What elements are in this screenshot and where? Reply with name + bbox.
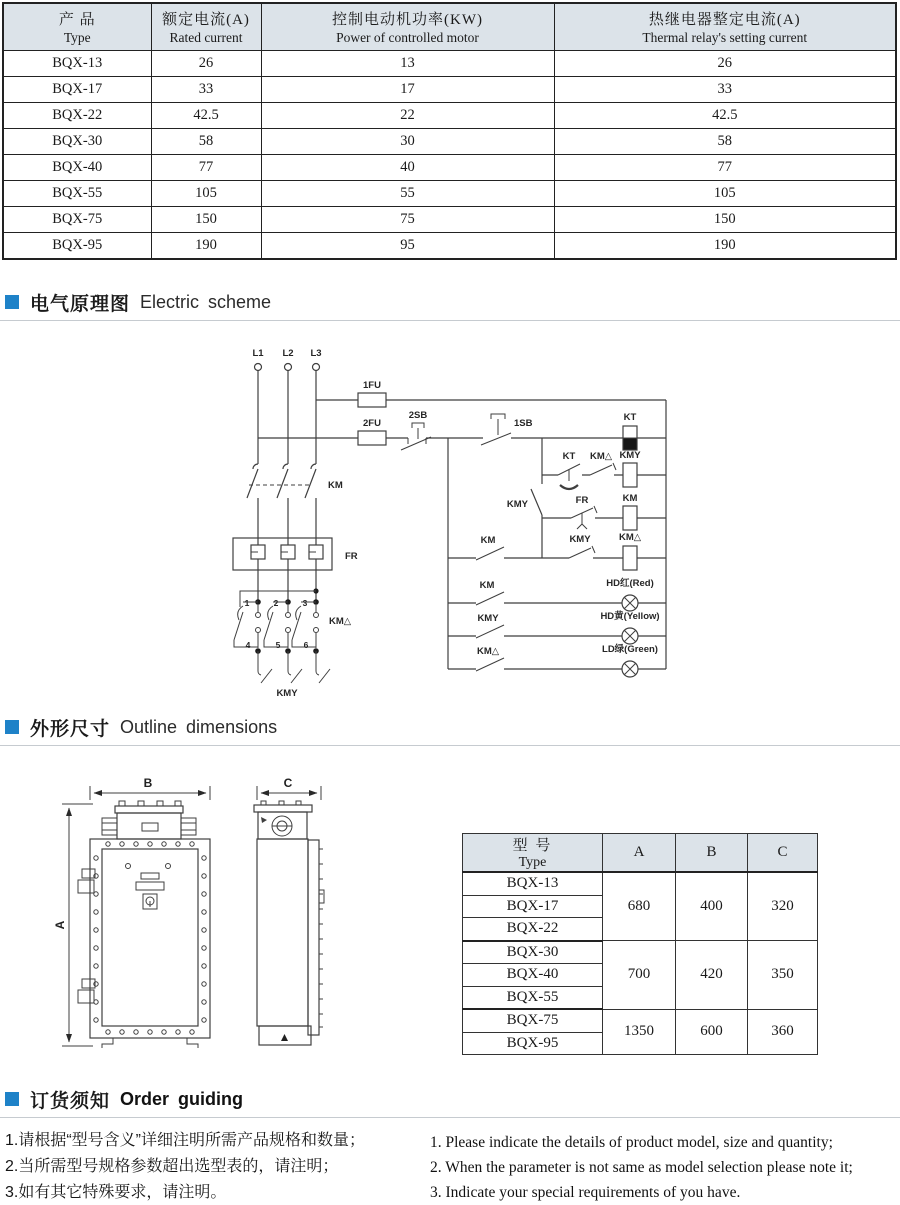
dims-model-cell: BQX-40 bbox=[463, 964, 603, 987]
spec-cell: BQX-95 bbox=[3, 233, 151, 260]
spec-row bbox=[3, 155, 896, 181]
spec-cell: 190 bbox=[151, 233, 261, 260]
dims-header-row bbox=[463, 834, 818, 873]
contact-label: KMY bbox=[569, 534, 591, 545]
spec-col-header-motor-power bbox=[261, 3, 554, 51]
contact-label: KMY bbox=[506, 499, 528, 510]
section-title-en: Electric scheme bbox=[140, 291, 272, 312]
bottom-mark-icon bbox=[281, 1034, 288, 1041]
dims-col-header-type bbox=[463, 834, 603, 873]
spec-header-row bbox=[3, 3, 896, 51]
order-notes-zh bbox=[5, 1128, 415, 1205]
dim-label-b: B bbox=[143, 776, 153, 790]
section-title-en: Outline dimensions bbox=[120, 716, 278, 737]
terminal-number: 1 bbox=[244, 598, 250, 608]
dims-value-cell: 320 bbox=[748, 872, 818, 941]
col-title-zh: 型 号 bbox=[512, 838, 553, 854]
section-title-zh: 电气原理图 bbox=[30, 293, 131, 315]
contact-label: KM△ bbox=[589, 451, 613, 462]
dim-label-c: C bbox=[283, 776, 293, 790]
dims-model-cell: BQX-30 bbox=[463, 941, 603, 964]
spec-cell: 190 bbox=[554, 233, 896, 260]
terminal-number: 4 bbox=[245, 640, 251, 650]
dims-value-cell: 700 bbox=[603, 941, 676, 1010]
spec-cell: 17 bbox=[261, 77, 554, 103]
green-lamp-row bbox=[448, 643, 666, 677]
coil-label: KM△ bbox=[618, 532, 642, 543]
terminal-number: 6 bbox=[303, 640, 309, 650]
dims-value-cell: 420 bbox=[676, 941, 748, 1010]
contact-label: KM bbox=[480, 535, 496, 546]
section-bullet-icon bbox=[5, 1092, 19, 1106]
dims-value-cell: 350 bbox=[748, 941, 818, 1010]
star-coil-row bbox=[542, 450, 666, 489]
spec-cell: 42.5 bbox=[151, 103, 261, 129]
spec-cell: BQX-40 bbox=[3, 155, 151, 181]
spec-col-header-rated-current bbox=[151, 3, 261, 51]
dimensions-table bbox=[462, 833, 818, 1055]
spec-row bbox=[3, 129, 896, 155]
dims-model-cell: BQX-13 bbox=[463, 872, 603, 895]
order-notes-en bbox=[430, 1130, 895, 1205]
dims-row bbox=[463, 872, 818, 895]
time-relay-coil-label: KT bbox=[623, 412, 637, 423]
phase-label: L2 bbox=[282, 348, 294, 359]
col-title-zh: 额定电流(A) bbox=[162, 12, 250, 28]
dims-value-cell: 360 bbox=[748, 1009, 818, 1055]
spec-cell: 58 bbox=[554, 129, 896, 155]
spec-cell: 40 bbox=[261, 155, 554, 181]
dim-label-a: A bbox=[53, 920, 67, 930]
dims-model-cell: BQX-55 bbox=[463, 986, 603, 1009]
control-circuit bbox=[258, 380, 666, 677]
lamp-label-green: LD绿(Green) bbox=[602, 644, 658, 655]
section-title-zh: 订货须知 bbox=[30, 1090, 111, 1112]
contact-label: KM bbox=[479, 580, 495, 591]
section-rule bbox=[0, 745, 900, 746]
spec-cell: 75 bbox=[261, 207, 554, 233]
dims-model-cell: BQX-75 bbox=[463, 1009, 603, 1032]
spec-table bbox=[2, 2, 897, 260]
spec-row bbox=[3, 103, 896, 129]
col-title-en: Type bbox=[518, 855, 547, 870]
stop-button-symbol bbox=[401, 410, 431, 450]
spec-col-header-thermal-setting bbox=[554, 3, 896, 51]
red-lamp-row bbox=[448, 577, 666, 611]
section-rule bbox=[0, 320, 900, 321]
spec-cell: BQX-22 bbox=[3, 103, 151, 129]
order-note-item: 3. Indicate your special requirements of you have. bbox=[430, 1184, 741, 1201]
spec-row bbox=[3, 233, 896, 260]
spec-cell: 105 bbox=[151, 181, 261, 207]
contact-label: KM△ bbox=[476, 646, 500, 657]
col-title-zh: 控制电动机功率(KW) bbox=[332, 12, 483, 28]
contact-label: KMY bbox=[477, 613, 499, 624]
spec-row bbox=[3, 77, 896, 103]
spec-cell: 105 bbox=[554, 181, 896, 207]
section-bullet-icon bbox=[5, 720, 19, 734]
delta-contactor-label: KM△ bbox=[329, 616, 352, 627]
terminal-number: 2 bbox=[273, 598, 279, 608]
col-title-en: Type bbox=[63, 30, 91, 45]
dims-col-header-b: B bbox=[676, 834, 748, 873]
spec-cell: 33 bbox=[554, 77, 896, 103]
delta-coil-row bbox=[448, 532, 666, 570]
spec-cell: 77 bbox=[151, 155, 261, 181]
spec-cell: 58 bbox=[151, 129, 261, 155]
km-pole-label: KM bbox=[328, 480, 343, 491]
spec-cell: 26 bbox=[151, 51, 261, 77]
order-note-item: 1.请根据“型号含义”详细注明所需产品规格和数量； bbox=[5, 1132, 366, 1149]
spec-cell: 42.5 bbox=[554, 103, 896, 129]
spec-cell: BQX-75 bbox=[3, 207, 151, 233]
spec-cell: 33 bbox=[151, 77, 261, 103]
section-order-guiding bbox=[0, 1087, 900, 1118]
order-note-item: 1. Please indicate the details of product model, size and quantity; bbox=[430, 1134, 833, 1151]
dims-model-cell: BQX-95 bbox=[463, 1032, 603, 1055]
spec-cell: BQX-13 bbox=[3, 51, 151, 77]
dims-row bbox=[463, 941, 818, 964]
lamp-label-yellow: HD黄(Yellow) bbox=[600, 611, 660, 622]
gland-arrow-icon bbox=[261, 817, 267, 823]
terminal-number: 5 bbox=[275, 640, 281, 650]
section-rule bbox=[0, 1117, 900, 1118]
spec-row bbox=[3, 51, 896, 77]
spec-cell: BQX-17 bbox=[3, 77, 151, 103]
side-view bbox=[254, 776, 324, 1045]
order-note-item: 2. When the parameter is not same as model selection please note it; bbox=[430, 1159, 853, 1176]
fuse-label: 1FU bbox=[363, 380, 381, 391]
contact-label: FR bbox=[575, 495, 589, 506]
dims-col-header-a: A bbox=[603, 834, 676, 873]
electric-scheme-diagram bbox=[225, 338, 685, 710]
start-button-label: 1SB bbox=[514, 418, 533, 429]
section-electric-scheme bbox=[0, 290, 900, 321]
lamp-label-red: HD红(Red) bbox=[606, 578, 654, 589]
col-title-en: Thermal relay's setting current bbox=[642, 30, 808, 45]
contact-label: KT bbox=[562, 451, 576, 462]
spec-cell: 150 bbox=[554, 207, 896, 233]
fr-block-label: FR bbox=[345, 551, 358, 562]
fuse-label: 2FU bbox=[363, 418, 381, 429]
spec-cell: 30 bbox=[261, 129, 554, 155]
star-delta-terminal-block bbox=[234, 588, 352, 699]
start-button-symbol bbox=[481, 414, 533, 445]
spec-cell: 55 bbox=[261, 181, 554, 207]
phase-label: L3 bbox=[310, 348, 322, 359]
dims-value-cell: 600 bbox=[676, 1009, 748, 1055]
dims-model-cell: BQX-17 bbox=[463, 895, 603, 918]
outline-drawing bbox=[45, 773, 355, 1075]
phase-label: L1 bbox=[252, 348, 264, 359]
star-contactor-label: KMY bbox=[276, 688, 298, 699]
order-note-item: 2.当所需型号规格参数超出选型表的，请注明； bbox=[5, 1158, 339, 1175]
main-coil-row bbox=[542, 493, 666, 530]
spec-col-header-type bbox=[3, 3, 151, 51]
section-title-zh: 外形尺寸 bbox=[30, 718, 111, 740]
spec-cell: 22 bbox=[261, 103, 554, 129]
dims-value-cell: 680 bbox=[603, 872, 676, 941]
section-title-en: Order guiding bbox=[120, 1088, 244, 1109]
spec-cell: 95 bbox=[261, 233, 554, 260]
col-title-en: Power of controlled motor bbox=[336, 30, 479, 45]
coil-label: KM bbox=[622, 493, 638, 504]
section-outline-dimensions bbox=[0, 715, 900, 746]
spec-cell: 26 bbox=[554, 51, 896, 77]
spec-row bbox=[3, 181, 896, 207]
col-title-zh: 热继电器整定电流(A) bbox=[648, 12, 801, 28]
spec-row bbox=[3, 207, 896, 233]
power-circuit bbox=[233, 348, 358, 699]
spec-cell: BQX-30 bbox=[3, 129, 151, 155]
dims-value-cell: 1350 bbox=[603, 1009, 676, 1055]
front-view bbox=[53, 776, 210, 1048]
yellow-lamp-row bbox=[448, 610, 666, 644]
dims-col-header-c: C bbox=[748, 834, 818, 873]
stop-button-label: 2SB bbox=[408, 410, 428, 421]
spec-cell: 77 bbox=[554, 155, 896, 181]
col-title-zh: 产 品 bbox=[58, 12, 96, 28]
order-note-item: 3.如有其它特殊要求，请注明。 bbox=[5, 1184, 227, 1201]
coil-label: KMY bbox=[619, 450, 641, 461]
section-bullet-icon bbox=[5, 295, 19, 309]
terminal-number: 3 bbox=[302, 598, 308, 608]
dims-row bbox=[463, 1009, 818, 1032]
col-title-en: Rated current bbox=[169, 30, 243, 45]
dims-value-cell: 400 bbox=[676, 872, 748, 941]
spec-cell: 13 bbox=[261, 51, 554, 77]
spec-cell: BQX-55 bbox=[3, 181, 151, 207]
spec-cell: 150 bbox=[151, 207, 261, 233]
dims-model-cell: BQX-22 bbox=[463, 918, 603, 941]
